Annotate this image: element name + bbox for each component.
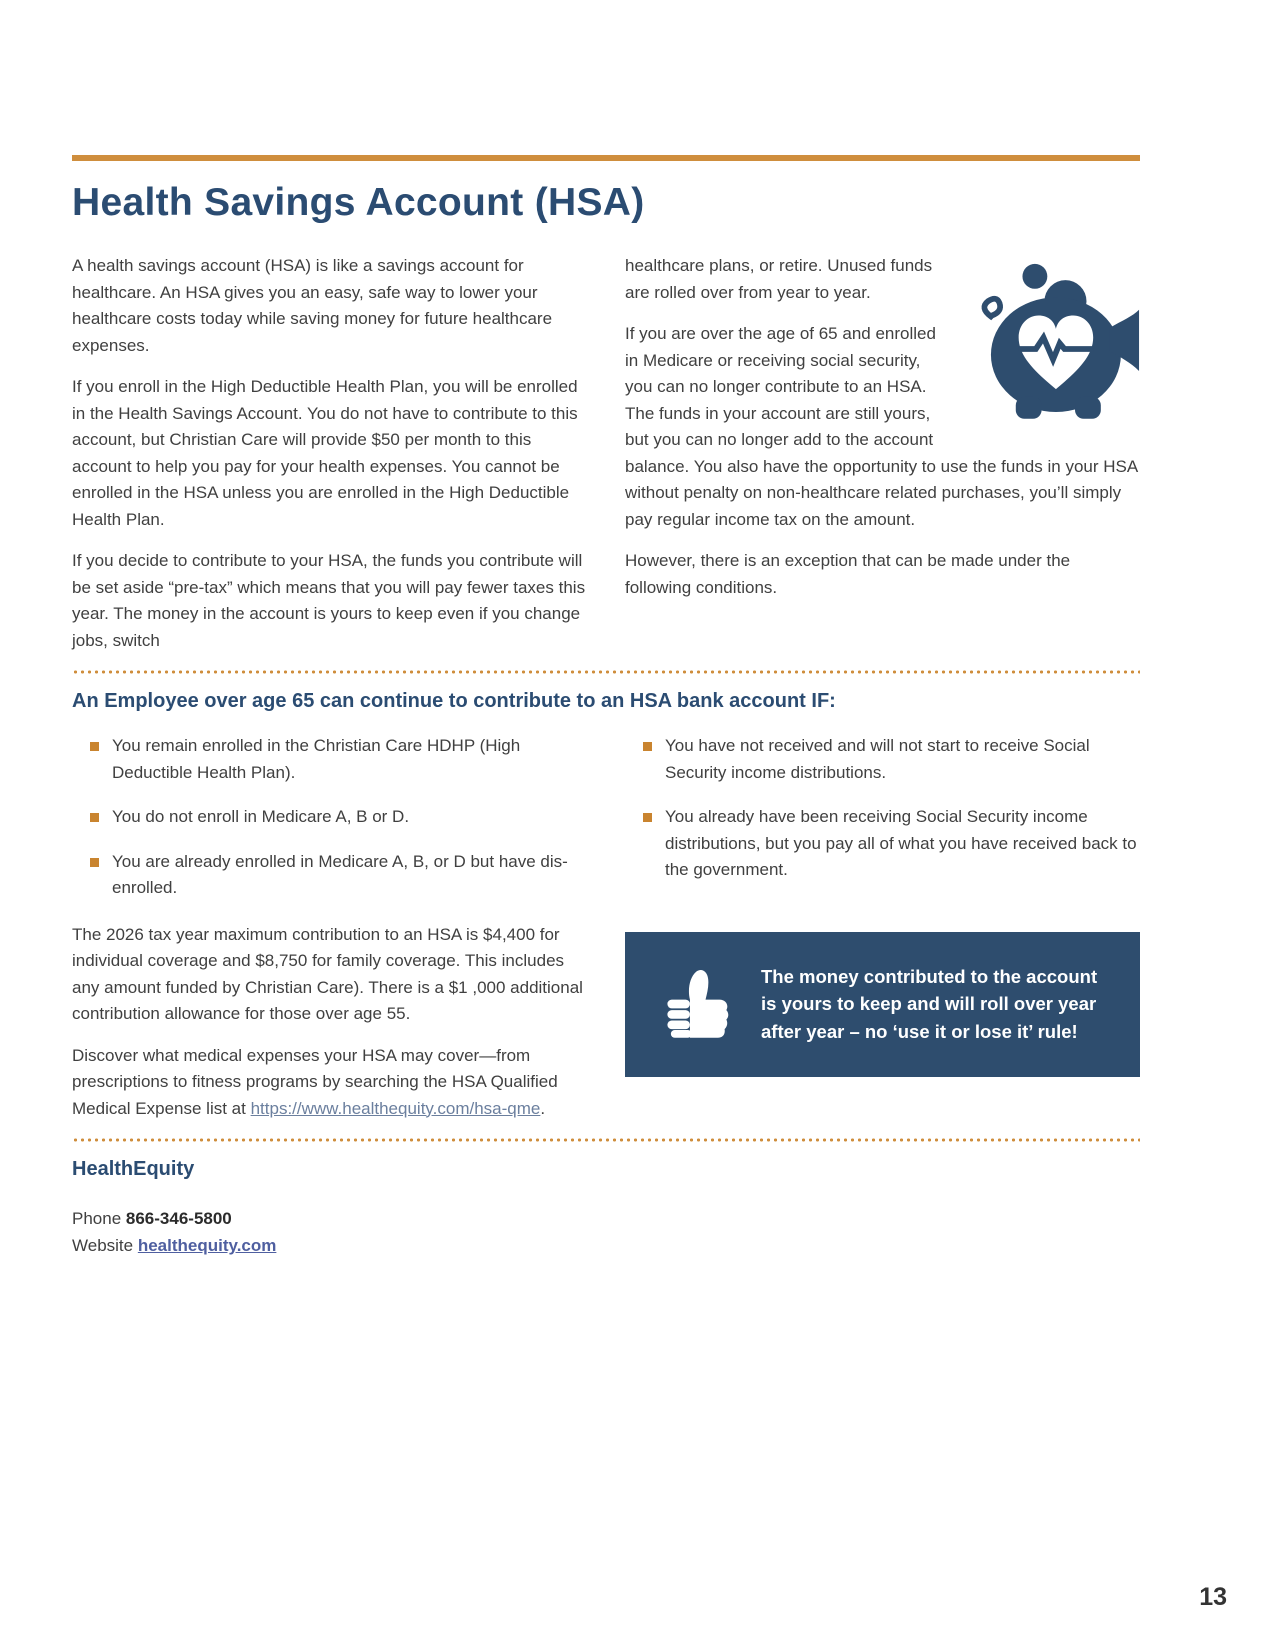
intro-section bbox=[72, 253, 1140, 654]
list-item bbox=[90, 804, 587, 831]
list-item-text: You are already enrolled in Medicare A, B, or D but have dis-enrolled. bbox=[112, 851, 568, 897]
intro-paragraph: However, there is an exception that can be made under the following conditions. bbox=[625, 551, 1071, 597]
list-item bbox=[90, 733, 587, 786]
discover-text-end: . bbox=[540, 1098, 546, 1118]
callout-column bbox=[625, 922, 1140, 1123]
intro-paragraph: A health savings account (HSA) is like a savings account for healthcare. An HSA gives you an easy, safe way to lower your healthcare costs today while saving money for future healthcare expenses. bbox=[72, 256, 553, 355]
list-item bbox=[643, 804, 1140, 884]
piggy-bank-heart-icon bbox=[968, 255, 1140, 420]
dotted-divider bbox=[72, 1138, 1140, 1142]
healthequity-link[interactable]: healthequity.com bbox=[137, 1236, 277, 1255]
callout-box bbox=[625, 932, 1140, 1077]
list-item bbox=[90, 849, 587, 902]
callout-text: The money contributed to the account is yours to keep and will roll over year after year – no ‘use it or lose it’ rule! bbox=[761, 965, 1098, 1042]
phone-number: 866-346-5800 bbox=[125, 1209, 232, 1228]
website-label: Website bbox=[72, 1236, 138, 1255]
phone-label: Phone bbox=[72, 1209, 126, 1228]
discover-text: Discover what medical expenses your HSA may cover—from prescriptions to fitness programs by searching the HSA Qualified Medical Expense list at bbox=[72, 1045, 558, 1118]
intro-left-column bbox=[72, 253, 587, 654]
phone-line bbox=[72, 1205, 1140, 1232]
discover-paragraph bbox=[72, 1043, 587, 1123]
eligibility-heading: An Employee over age 65 can continue to contribute to an HSA bank account IF: bbox=[72, 690, 836, 712]
list-item-text: You remain enrolled in the Christian Care HDHP (High Deductible Health Plan). bbox=[112, 736, 521, 782]
accent-rule bbox=[72, 155, 1140, 161]
list-item bbox=[643, 733, 1140, 786]
intro-right-column bbox=[625, 253, 1140, 654]
eligibility-bullets bbox=[72, 733, 1140, 920]
qme-list-link[interactable]: https://www.healthequity.com/hsa-qme bbox=[250, 1098, 541, 1118]
thumbs-up-icon bbox=[657, 962, 735, 1046]
list-item-text: You do not enroll in Medicare A, B or D. bbox=[112, 807, 410, 826]
square-bullet-icon bbox=[643, 813, 652, 822]
contact-section bbox=[72, 1158, 1140, 1259]
contribution-paragraph: The 2026 tax year maximum contribution to an HSA is $4,400 for individual coverage and $8,750 for family coverage. This includes any amount funded by Christian Care). There is a $1 ,000 additional contribution allowance for those over age 55. bbox=[72, 924, 583, 1023]
list-item-text: You have not received and will not start to receive Social Security income distributions. bbox=[665, 736, 1090, 782]
website-line bbox=[72, 1232, 1140, 1259]
intro-paragraph: If you enroll in the High Deductible Health Plan, you will be enrolled in the Health Savings Account. You do not have to contribute to this account, but Christian Care will provide $50 per month to this account to help you pay for your health expenses. You cannot be enrolled in the HSA unless you are enrolled in the High Deductible Health Plan. bbox=[72, 377, 578, 529]
contact-heading: HealthEquity bbox=[72, 1158, 195, 1180]
contribution-left-column bbox=[72, 922, 587, 1123]
square-bullet-icon bbox=[90, 742, 99, 751]
square-bullet-icon bbox=[90, 858, 99, 867]
square-bullet-icon bbox=[643, 742, 652, 751]
bullets-left-column bbox=[72, 733, 587, 920]
bullets-right-column bbox=[625, 733, 1140, 920]
list-item-text: You already have been receiving Social Security income distributions, but you pay all of what you have received back to the government. bbox=[665, 807, 1137, 879]
page-title: Health Savings Account (HSA) bbox=[72, 181, 645, 224]
page-number: 13 bbox=[1199, 1583, 1227, 1611]
intro-paragraph: If you are over the age of 65 and enrolled in Medicare or receiving social security, you can no longer contribute to an HSA. The funds in your account are still yours, but you can no longer add to the account balance. You also have the opportunity to use the funds in your HSA without penalty on non-healthcare related purchases, you’ll simply pay regular income tax on the amount. bbox=[625, 324, 1138, 529]
square-bullet-icon bbox=[90, 813, 99, 822]
intro-paragraph: healthcare plans, or retire. Unused funds are rolled over from year to year. bbox=[625, 256, 933, 302]
contribution-section bbox=[72, 922, 1140, 1123]
intro-paragraph: If you decide to contribute to your HSA, the funds you contribute will be set aside “pre-tax” which means that you will pay fewer taxes this year. The money in the account is yours to keep even if you change jobs, switch bbox=[72, 551, 586, 650]
dotted-divider bbox=[72, 670, 1140, 674]
